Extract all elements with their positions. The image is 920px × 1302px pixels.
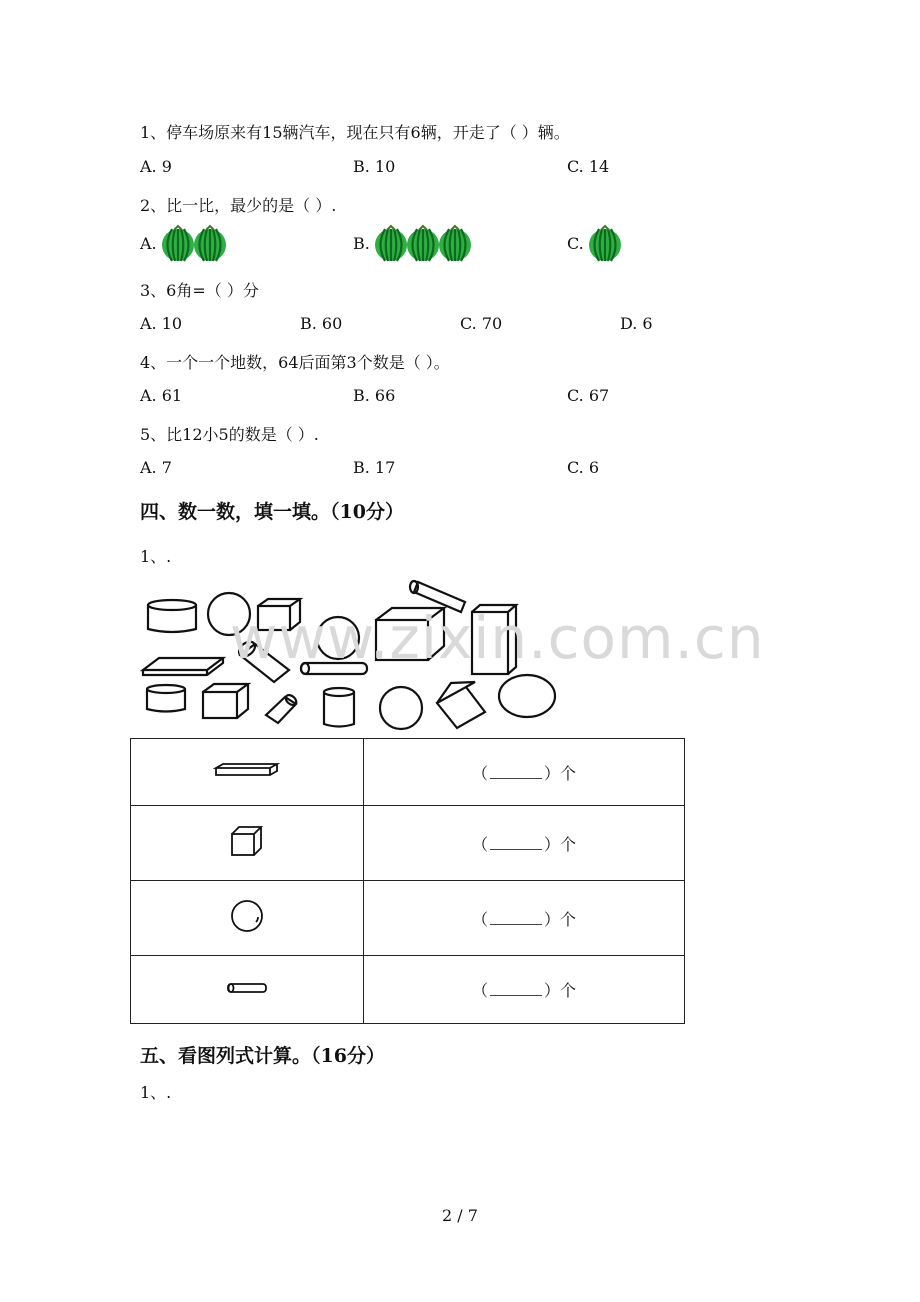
figure-cuboid-flat <box>143 658 223 675</box>
shape-cell <box>131 806 364 881</box>
q1-option-a[interactable]: A. 9 <box>140 157 172 176</box>
q5-option-a[interactable]: A. 7 <box>140 458 172 477</box>
question-3-stem: 3、6角=（ ）分 <box>140 281 259 300</box>
watermelon-icon <box>161 224 195 262</box>
answer-blank[interactable] <box>490 835 542 850</box>
count-cell[interactable] <box>364 956 685 1024</box>
q2-option-c[interactable] <box>567 224 622 262</box>
blank-left: （ <box>471 834 488 854</box>
blank-left: （ <box>471 763 488 783</box>
shape-cell <box>131 881 364 956</box>
watermelon-icon <box>374 224 408 262</box>
section-4-item: 1、. <box>140 547 172 566</box>
watermelon-icon <box>588 224 622 262</box>
q5-option-b[interactable]: B. 17 <box>353 458 396 477</box>
figure-cylinder-1 <box>148 600 196 632</box>
figure-cube-3 <box>203 684 248 718</box>
blank-right: ）个 <box>544 834 577 854</box>
watermelon-icon <box>193 224 227 262</box>
figure-sphere-3 <box>380 687 422 729</box>
shape-cell <box>131 739 364 806</box>
q4-option-a[interactable]: A. 61 <box>140 386 183 405</box>
question-1-stem: 1、停车场原来有15辆汽车，现在只有6辆，开走了（ ）辆。 <box>140 123 570 142</box>
question-4-stem: 4、一个一个地数，64后面第3个数是（ ）。 <box>140 353 450 372</box>
q2-option-b[interactable] <box>353 224 472 262</box>
section-5-item: 1、. <box>140 1083 172 1102</box>
figure-cylinder-7 <box>324 688 354 727</box>
blank-left: （ <box>471 981 488 1000</box>
watermark: www.zixin.com.cn <box>230 604 765 672</box>
watermelon-group-a <box>161 224 227 262</box>
answer-blank[interactable] <box>490 910 542 925</box>
q1-option-b[interactable]: B. 10 <box>353 157 396 176</box>
q2-option-b-label: B. <box>353 233 370 253</box>
cube-icon <box>229 824 265 858</box>
section-5-title: 五、看图列式计算。（16分） <box>140 1045 385 1067</box>
q3-option-d[interactable]: D. 6 <box>620 314 653 333</box>
figure-sphere-4 <box>499 675 555 717</box>
blank-right: ）个 <box>544 981 577 1000</box>
watermelon-group-c <box>588 224 622 262</box>
cuboid-flat-icon <box>213 762 281 778</box>
sphere-icon <box>229 898 265 934</box>
figure-cylinder-6 <box>266 693 298 723</box>
q2-option-a-label: A. <box>140 233 157 253</box>
figure-cube-4 <box>437 682 485 728</box>
q4-option-c[interactable]: C. 67 <box>567 386 610 405</box>
table-row <box>131 739 685 806</box>
table-row <box>131 806 685 881</box>
shape-cell <box>131 956 364 1024</box>
q3-option-c[interactable]: C. 70 <box>460 314 503 333</box>
q5-option-c[interactable]: C. 6 <box>567 458 600 477</box>
q3-option-a[interactable]: A. 10 <box>140 314 183 333</box>
blank-right: ）个 <box>544 909 577 929</box>
section-4-title: 四、数一数，填一填。（10分） <box>140 501 404 523</box>
q2-option-a[interactable] <box>140 224 227 262</box>
q4-option-b[interactable]: B. 66 <box>353 386 396 405</box>
count-cell[interactable] <box>364 881 685 956</box>
page-number: 2 / 7 <box>442 1206 478 1225</box>
table-row <box>131 881 685 956</box>
question-2-stem: 2、比一比，最少的是（ ）. <box>140 196 337 215</box>
q1-option-c[interactable]: C. 14 <box>567 157 610 176</box>
blank-right: ）个 <box>544 763 577 783</box>
answer-blank[interactable] <box>490 764 542 779</box>
answer-blank[interactable] <box>490 981 542 996</box>
cylinder-icon <box>226 981 268 995</box>
question-5-stem: 5、比12小5的数是（ ）. <box>140 425 319 444</box>
shape-count-table <box>130 738 685 1024</box>
watermelon-group-b <box>374 224 472 262</box>
q2-option-c-label: C. <box>567 233 584 253</box>
watermelon-icon <box>406 224 440 262</box>
blank-left: （ <box>471 909 488 929</box>
count-cell[interactable] <box>364 739 685 806</box>
q3-option-b[interactable]: B. 60 <box>300 314 343 333</box>
figure-cylinder-5 <box>147 685 185 712</box>
table-row <box>131 956 685 1024</box>
count-cell[interactable] <box>364 806 685 881</box>
watermelon-icon <box>438 224 472 262</box>
